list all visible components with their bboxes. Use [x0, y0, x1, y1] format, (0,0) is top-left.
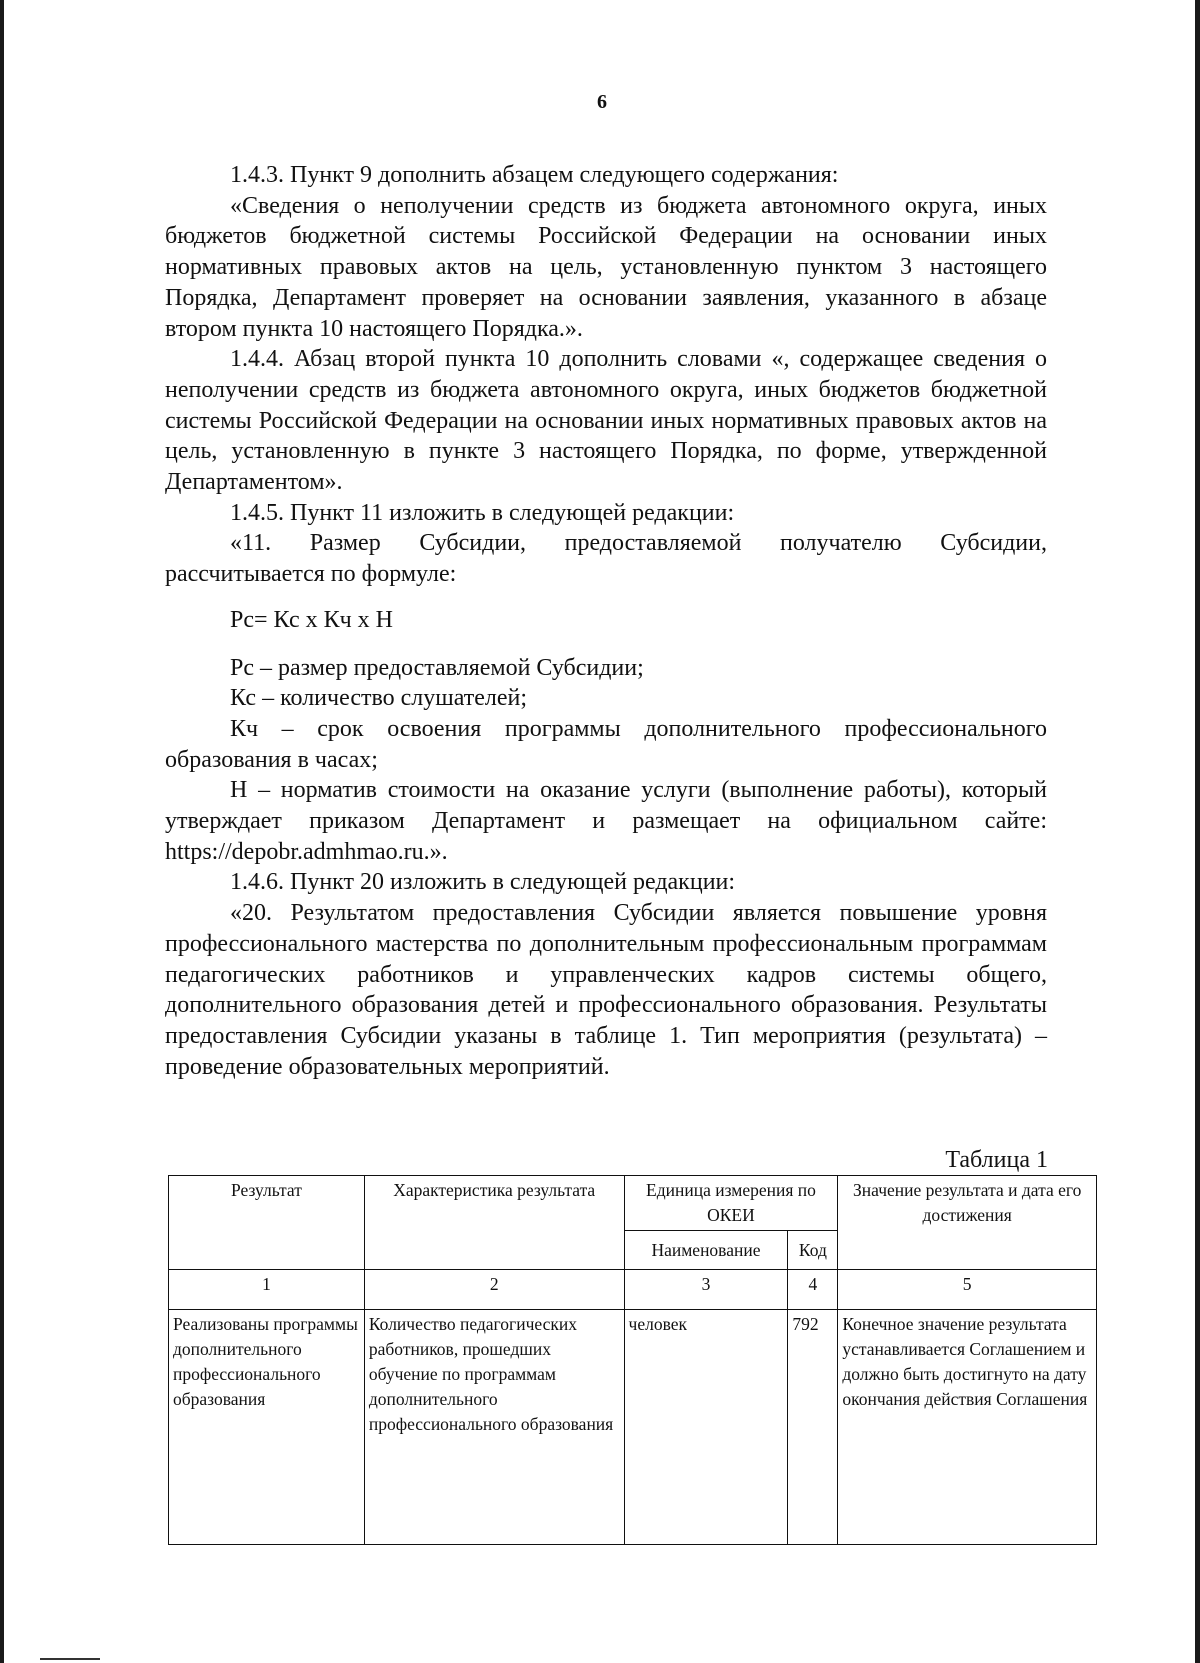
paragraph: «Сведения о неполучении средств из бюджета автономного округа, иных бюджетов бюджетной системы Российской Федерации на основании иных нормативных правовых актов на цель, установленную пунктом 3 настоящего Порядка, Департамент проверяет на основании заявления, указанного в абзаце втором пункта 10 настоящего Порядка.».: [165, 192, 1047, 342]
definition: Рс – размер предоставляемой Субсидии;: [230, 654, 644, 681]
paragraph: «20. Результатом предоставления Субсидии является повышение уровня профессионального мастерства по дополнительным профессиональным программам педагогических работников и управленческих кадров системы общего, дополнительного образования детей и профессионального образования. Результаты предоставления Субсидии указаны в таблице 1. Тип мероприятия (результата) – проведение образовательных мероприятий.: [165, 900, 1047, 1080]
table-row: [169, 1310, 1097, 1545]
header-characteristic: Характеристика результата: [364, 1176, 624, 1270]
column-number: 5: [838, 1270, 1097, 1310]
column-number: 3: [624, 1270, 788, 1310]
paragraph: 1.4.3. Пункт 9 дополнить абзацем следующего содержания:: [230, 162, 839, 188]
header-result: Результат: [169, 1176, 365, 1270]
header-unit-group: Единица измерения по ОКЕИ: [624, 1176, 838, 1231]
scan-edge-bottom: [40, 1658, 100, 1660]
definition: Кс – количество слушателей;: [230, 685, 528, 712]
cell-unit-code: 792: [788, 1310, 838, 1545]
cell-value: Конечное значение результата устанавливается Соглашением и должно быть достигнуто на дату окончания действия Соглашения: [838, 1310, 1097, 1545]
paragraph: 1.4.6. Пункт 20 изложить в следующей редакции:: [230, 869, 736, 896]
results-table: [168, 1175, 1097, 1545]
cell-result: Реализованы программы дополнительного профессионального образования: [169, 1310, 365, 1545]
column-number: 2: [364, 1270, 624, 1310]
header-value: Значение результата и дата его достижения: [838, 1176, 1097, 1270]
document-body: [165, 160, 1047, 1082]
page-number: 6: [597, 91, 607, 113]
paragraph: «11. Размер Субсидии, предоставляемой получателю Субсидии, рассчитывается по формуле:: [165, 530, 1047, 588]
column-number: 1: [169, 1270, 365, 1310]
formula: Рс= Кс х Кч х Н: [230, 606, 394, 633]
scan-edge-left: [0, 0, 4, 1663]
table-caption: Таблица 1: [945, 1147, 1048, 1173]
cell-characteristic: Количество педагогических работников, прошедших обучение по программам дополнительного профессионального образования: [364, 1310, 624, 1545]
definition: Кч – срок освоения программы дополнительного профессионального образования в часах;: [165, 715, 1047, 773]
cell-unit-name: человек: [624, 1310, 788, 1545]
scan-edge-right: [1195, 0, 1200, 1663]
definition: Н – норматив стоимости на оказание услуги (выполнение работы), который утверждает приказом Департамент и размещает на официальном сайте: https://depobr.admhmao.ru.».: [165, 777, 1047, 865]
header-unit-name: Наименование: [624, 1231, 788, 1270]
paragraph: 1.4.4. Абзац второй пункта 10 дополнить словами «, содержащее сведения о неполучении средств из бюджета автономного округа, иных бюджетов бюджетной системы Российской Федерации на основании иных нормативных правовых актов на цель, установленную в пункте 3 настоящего Порядка, по форме, утвержденной Департаментом».: [165, 346, 1047, 496]
header-unit-code: Код: [788, 1231, 838, 1270]
column-number: 4: [788, 1270, 838, 1310]
paragraph: 1.4.5. Пункт 11 изложить в следующей редакции:: [230, 499, 735, 526]
